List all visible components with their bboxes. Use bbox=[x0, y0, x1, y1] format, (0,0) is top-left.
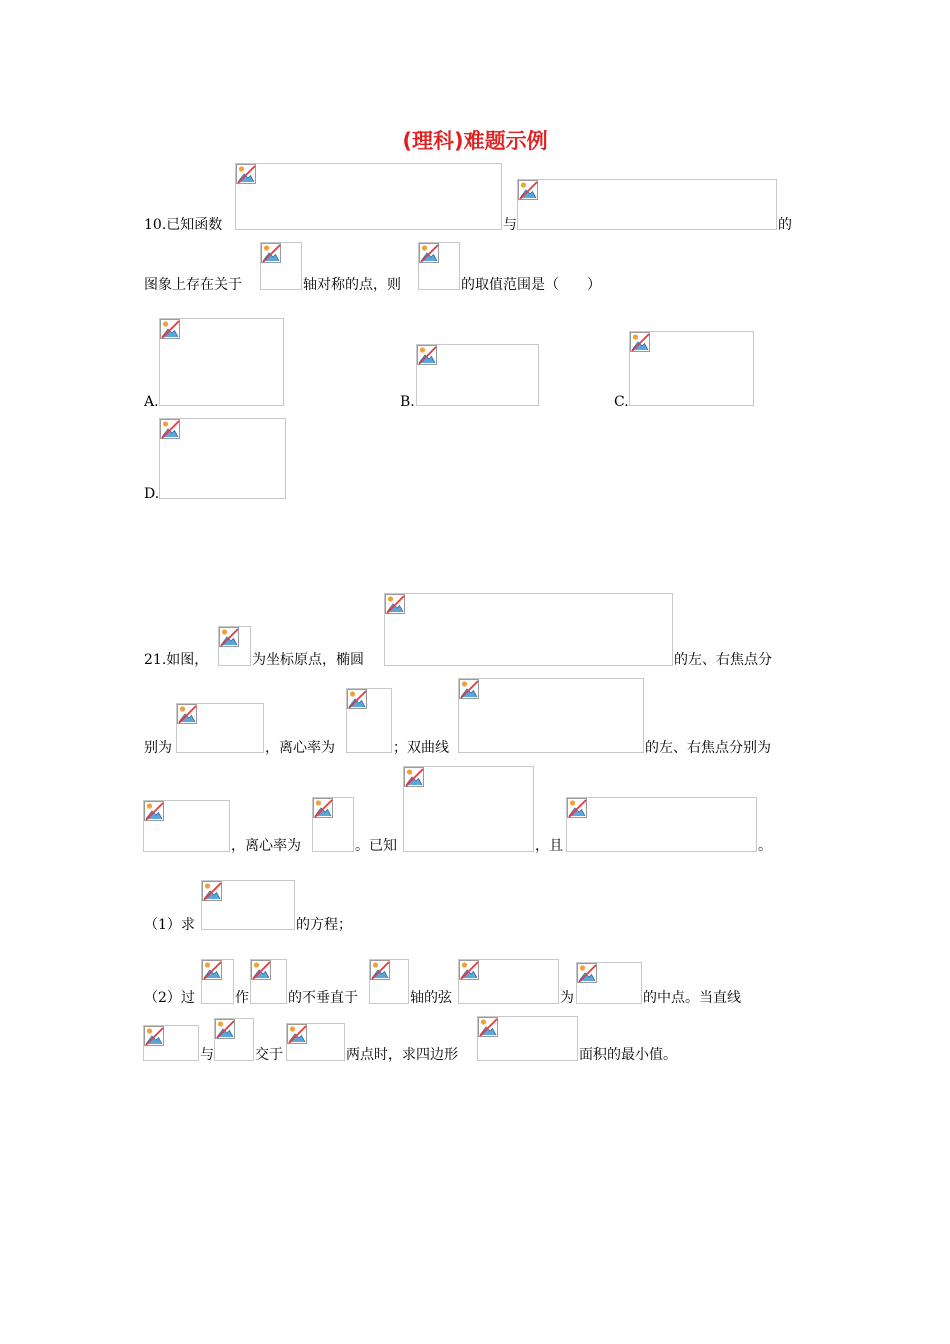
formula-image bbox=[458, 959, 559, 1004]
document-title: (理科)难题示例 bbox=[402, 129, 548, 153]
broken-image-icon bbox=[144, 801, 164, 821]
q21-part2-text: （2）过 bbox=[144, 990, 195, 1006]
q21-part2-text: 作 bbox=[235, 990, 249, 1006]
q21-text: ；双曲线 bbox=[393, 740, 449, 756]
formula-image bbox=[312, 797, 354, 852]
broken-image-icon bbox=[202, 960, 222, 980]
q10-text: 的取值范围是（ ） bbox=[461, 277, 601, 293]
formula-image bbox=[458, 678, 644, 753]
broken-image-icon bbox=[160, 419, 180, 439]
formula-image bbox=[576, 962, 642, 1004]
q10-text: 轴对称的点，则 bbox=[303, 277, 401, 293]
q21-text: 为坐标原点，椭圆 bbox=[252, 652, 364, 668]
q21-part2-text: 的中点。当直线 bbox=[643, 990, 741, 1006]
q21-text: ，且 bbox=[535, 838, 563, 854]
broken-image-icon bbox=[404, 767, 424, 787]
broken-image-icon bbox=[419, 243, 439, 263]
q21-text: 的左、右焦点分 bbox=[674, 652, 772, 668]
formula-image bbox=[346, 688, 392, 753]
q21-text: 21.如图， bbox=[144, 652, 209, 668]
q21-part2-text: 两点时，求四边形 bbox=[346, 1047, 458, 1063]
formula-image bbox=[218, 626, 251, 666]
option-d-label: D. bbox=[144, 486, 160, 502]
broken-image-icon bbox=[236, 164, 256, 184]
broken-image-icon bbox=[567, 798, 587, 818]
q21-text: 别为 bbox=[144, 740, 172, 756]
broken-image-icon bbox=[347, 689, 367, 709]
q21-text: ，离心率为 bbox=[265, 740, 335, 756]
broken-image-icon bbox=[177, 704, 197, 724]
broken-image-icon bbox=[417, 345, 437, 365]
broken-image-icon bbox=[160, 319, 180, 339]
formula-image bbox=[477, 1016, 578, 1061]
broken-image-icon bbox=[370, 960, 390, 980]
formula-image bbox=[566, 797, 757, 852]
broken-image-icon bbox=[577, 963, 597, 983]
q21-part2-text: 轴的弦 bbox=[410, 990, 452, 1006]
q21-text: 。 bbox=[758, 838, 772, 854]
broken-image-icon bbox=[385, 594, 405, 614]
q21-part2-text: 交于 bbox=[255, 1047, 283, 1063]
formula-image bbox=[250, 959, 287, 1004]
formula-image bbox=[201, 880, 295, 930]
formula-image bbox=[403, 766, 534, 852]
q10-text: 图象上存在关于 bbox=[144, 277, 242, 293]
q21-part1-text: 的方程； bbox=[296, 917, 352, 933]
broken-image-icon bbox=[261, 243, 281, 263]
broken-image-icon bbox=[202, 881, 222, 901]
q21-text: 的左、右焦点分别为 bbox=[645, 740, 771, 756]
broken-image-icon bbox=[630, 332, 650, 352]
q10-text: 与 bbox=[503, 217, 517, 233]
formula-image bbox=[260, 242, 302, 290]
formula-image bbox=[143, 800, 230, 852]
option-a-image bbox=[159, 318, 284, 406]
formula-image bbox=[517, 179, 777, 230]
broken-image-icon bbox=[287, 1024, 307, 1044]
formula-image bbox=[418, 242, 460, 290]
broken-image-icon bbox=[313, 798, 333, 818]
formula-image bbox=[143, 1025, 199, 1061]
formula-image bbox=[235, 163, 502, 230]
option-b-label: B. bbox=[400, 394, 415, 410]
broken-image-icon bbox=[144, 1026, 164, 1046]
broken-image-icon bbox=[478, 1017, 498, 1037]
formula-image bbox=[286, 1023, 345, 1061]
formula-image bbox=[214, 1018, 254, 1061]
broken-image-icon bbox=[219, 627, 239, 647]
formula-image bbox=[384, 593, 673, 666]
q21-part2-text: 为 bbox=[560, 990, 574, 1006]
broken-image-icon bbox=[459, 679, 479, 699]
option-d-image bbox=[159, 418, 286, 499]
q21-part2-text: 的不垂直于 bbox=[288, 990, 358, 1006]
q21-part2-text: 面积的最小值。 bbox=[579, 1047, 677, 1063]
q21-text: ，离心率为 bbox=[231, 838, 301, 854]
formula-image bbox=[369, 959, 409, 1004]
broken-image-icon bbox=[215, 1019, 235, 1039]
option-a-label: A. bbox=[144, 394, 159, 410]
formula-image bbox=[201, 959, 234, 1004]
option-b-image bbox=[416, 344, 539, 406]
broken-image-icon bbox=[251, 960, 271, 980]
q21-part2-text: 与 bbox=[200, 1047, 214, 1063]
formula-image bbox=[176, 703, 264, 753]
option-c-label: C. bbox=[614, 394, 629, 410]
broken-image-icon bbox=[518, 180, 538, 200]
q21-text: 。已知 bbox=[355, 838, 397, 854]
q10-text: 10.已知函数 bbox=[144, 217, 223, 233]
broken-image-icon bbox=[459, 960, 479, 980]
option-c-image bbox=[629, 331, 754, 406]
q10-text: 的 bbox=[778, 217, 792, 233]
q21-part1-text: （1）求 bbox=[144, 917, 195, 933]
